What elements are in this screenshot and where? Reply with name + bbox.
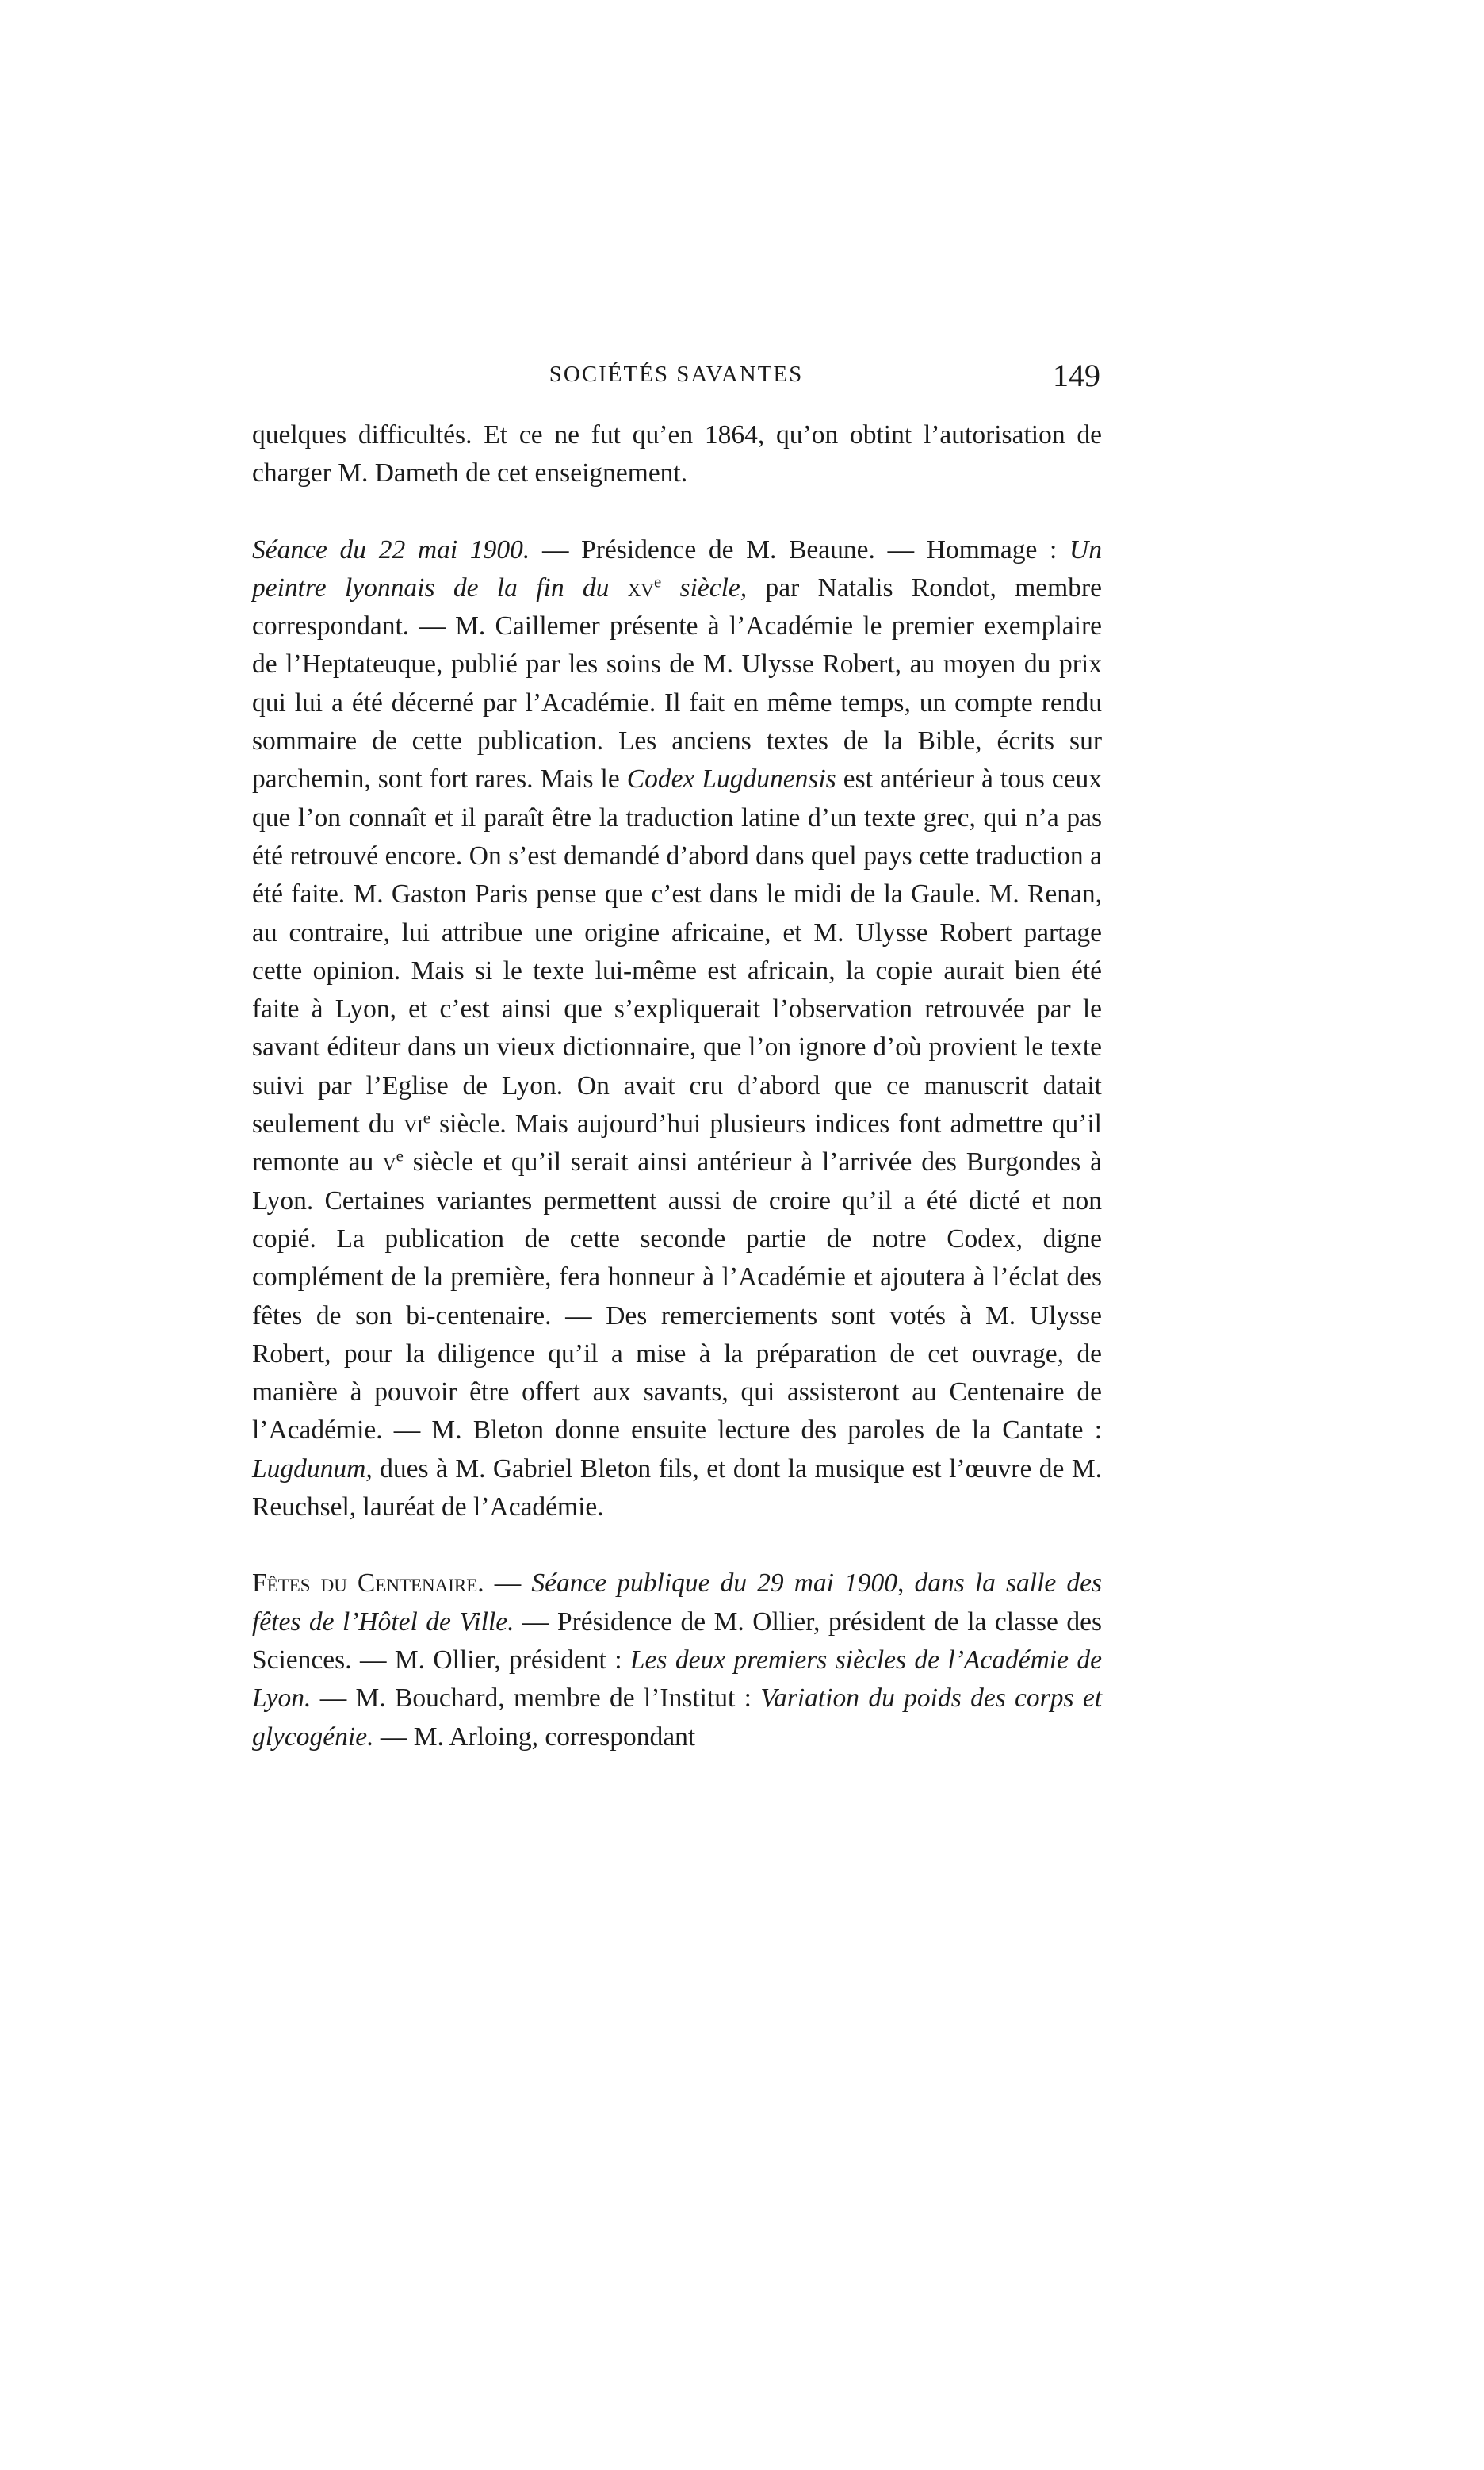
text-run: — M. Arloing, correspondant bbox=[373, 1721, 696, 1752]
text-run: — Présidence de M. Beaune. — Hommage : bbox=[530, 534, 1070, 565]
superscript: e bbox=[423, 1109, 431, 1128]
italic-title: Variation du poids des corps et glycogénie. bbox=[252, 1683, 1102, 1752]
text-run: par Natalis Rondot, membre correspondant. — M. Caillemer présente à l’Académie le premier exemplaire de l’Heptateuque, publié par les soins de M. Ulysse Robert, au moyen du prix qui lui a été décerné par l’Académie. Il fait en même temps, un compte rendu sommaire de cette publication. Les anciens textes de la Bible, écrits sur parchemin, sont fort rares. Mais le bbox=[252, 573, 1102, 795]
text-run: — Présidence de M. Ollier, président de la classe des Sciences. — M. Ollier, président : bbox=[252, 1606, 1102, 1675]
text-run: — bbox=[484, 1568, 532, 1599]
superscript: e bbox=[396, 1147, 404, 1166]
paragraph-fetes-centenaire bbox=[252, 1564, 1102, 1756]
paragraph-spacer bbox=[252, 493, 1102, 531]
section-heading: Fêtes du Centenaire. bbox=[252, 1568, 484, 1599]
italic-title: Lugdunum, bbox=[252, 1453, 373, 1484]
running-head: SOCIÉTÉS SAVANTES bbox=[549, 362, 804, 387]
roman-numeral: vi bbox=[404, 1109, 423, 1139]
page-number: 149 bbox=[1053, 358, 1100, 393]
text-run: — M. Bouchard, membre de l’Institut : bbox=[311, 1683, 761, 1714]
italic-title: Séance publique du 29 mai 1900, dans la salle des fêtes de l’Hôtel de Ville. bbox=[252, 1568, 1102, 1637]
page-header bbox=[252, 357, 1100, 404]
paragraph-seance-22-mai bbox=[252, 531, 1102, 1527]
text-body bbox=[252, 416, 1102, 1756]
seance-heading: Séance du 22 mai 1900. bbox=[252, 534, 530, 565]
italic-title: siècle, bbox=[661, 573, 748, 603]
superscript: e bbox=[653, 573, 662, 592]
italic-title: Codex Lugdunensis bbox=[626, 764, 836, 795]
text-run: siècle et qu’il serait ainsi antérieur à l’arrivée des Burgondes à Lyon. Certaines variantes permettent aussi de croire qu’il a été dicté et non copié. La publication de cette seconde partie de notre Codex, digne complément de la première, fera honneur à l’Académie et ajoutera à l’éclat des fêtes de son bi-centenaire. — Des remerciements sont votés à M. Ulysse Robert, pour la diligence qu’il a mise à la préparation de cet ouvrage, de manière à pouvoir être offert aux savants, qui assisteront au Centenaire de l’Académie. — M. Bleton donne ensuite lecture des paroles de la Cantate : bbox=[252, 1147, 1102, 1446]
text-run: siècle. Mais aujourd’hui plusieurs indices font admettre qu’il remonte au bbox=[252, 1109, 1102, 1178]
italic-title: Un peintre lyonnais de la fin du bbox=[252, 534, 1102, 603]
text-run: dues à M. Gabriel Bleton fils, et dont la musique est l’œuvre de M. Reuchsel, lauréat de l’Académie. bbox=[252, 1453, 1102, 1522]
text-run: est antérieur à tous ceux que l’on connaît et il paraît être la traduction latine d’un texte grec, qui n’a pas été retrouvé encore. On s’est demandé d’abord dans quel pays cette traduction a été faite. M. Gaston Paris pense que c’est dans le midi de la Gaule. M. Renan, au contraire, lui attribue une origine africaine, et M. Ulysse Robert partage cette opinion. Mais si le texte lui-même est africain, la copie aurait bien été faite à Lyon, et c’est ainsi que s’expliquerait l’observation retrouvée par le savant éditeur dans un vieux dictionnaire, que l’on ignore d’où provient le texte suivi par l’Eglise de Lyon. On avait cru d’abord que ce manuscrit datait seulement du bbox=[252, 764, 1102, 1139]
paragraph-spacer bbox=[252, 1526, 1102, 1564]
paragraph-1 bbox=[252, 416, 1102, 493]
paragraph-1-text: quelques difficultés. Et ce ne fut qu’en 1864, qu’on obtint l’autorisation de charger M. Dameth de cet enseignement. bbox=[252, 420, 1102, 488]
italic-title: Les deux premiers siècles de l’Académie de Lyon. bbox=[252, 1645, 1102, 1714]
roman-numeral: xv bbox=[627, 573, 654, 603]
roman-numeral: v bbox=[383, 1147, 396, 1178]
